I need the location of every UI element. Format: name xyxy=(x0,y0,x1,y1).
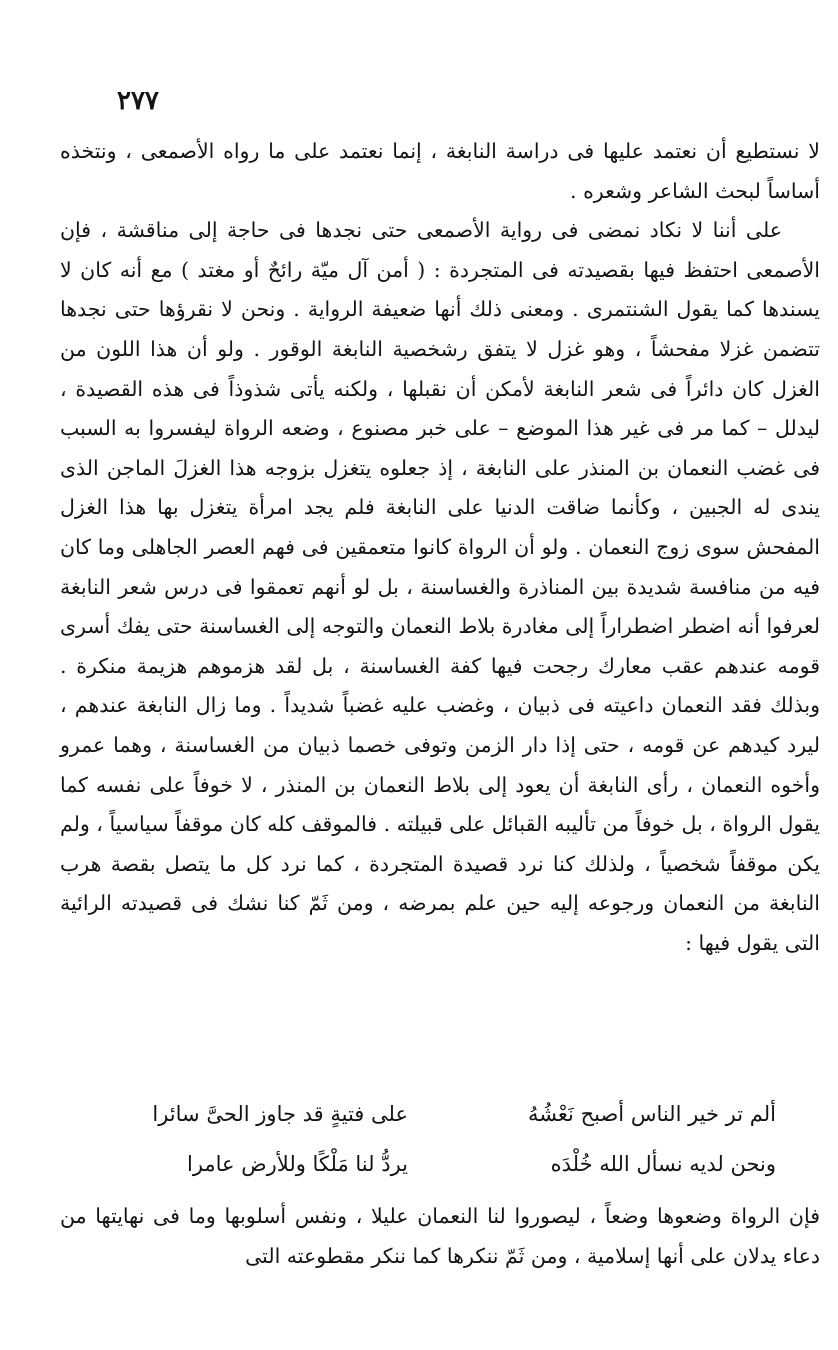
main-text-block xyxy=(60,132,820,963)
paragraph-3: فإن الرواة وضعوها وضعاً ، ليصوروا لنا النعمان عليلا ، ونفس أسلوبها وما فى نهايتها من دعاء يدلان على أنها إسلامية ، ومن ثَمّ ننكرها كما ننكر مقطوعته التى xyxy=(60,1204,820,1268)
page-number: ٢٧٧ xyxy=(117,86,159,116)
verse-2-second-hemistich: يردُّ لنا مَلْكًا وللأرض عامرا xyxy=(186,1152,408,1176)
verse-line-2 xyxy=(60,1152,820,1196)
paragraph-2: على أننا لا نكاد نمضى فى رواية الأصمعى حتى نجدها فى حاجة إلى مناقشة ، فإن الأصمعى احتفظ فيها بقصيدته فى المتجردة : ( أمن آل ميّة رائحٌ أو مغتد ) مع أنه كان لا يسندها كما يقول الشنتمرى . ومعنى ذلك أنها ضعيفة الرواية . ونحن لا نقرؤها حتى نجدها تتضمن غزلا مفحشاً ، وهو غزل لا يتفق رشخصية النابغة الوقور . ولو أن هذا اللون من الغزل كان دائراً فى شعر النابغة لأمكن أن نقبلها ، ولكنه يأتى شذوذاً فى هذه القصيدة ، ليدلل – كما مر فى غير هذا الموضع – على خبر مصنوع ، وضعه الرواة ليفسروا به السبب فى غضب النعمان بن المنذر على النابغة ، إذ جعلوه يتغزل بزوجه هذا الغزلَ الماجن الذى يندى له الجبين ، وكأنما ضاقت الدنيا على النابغة فلم يجد امرأة يتغزل بها هذا الغزل المفحش سوى زوج النعمان . ولو أن الرواة كانوا متعمقين فى فهم العصر الجاهلى وما كان فيه من منافسة شديدة بين المناذرة والغساسنة ، بل لو أنهم تعمقوا فى درس شعر النابغة لعرفوا أنه اضطر اضطراراً إلى مغادرة بلاط النعمان والتوجه إلى الغساسنة حتى يفك أسرى قومه عندهم عقب معارك رجحت فيها كفة الغساسنة ، بل لقد هزموهم هزيمة منكرة . وبذلك فقد النعمان داعيته فى ذبيان ، وغضب عليه غضباً شديداً . وما زال النابغة عندهم ، ليرد كيدهم عن قومه ، حتى إذا دار الزمن وتوفى خصما ذبيان من الغساسنة ، وهما عمرو وأخوه النعمان ، رأى النابغة أن يعود إلى بلاط النعمان بن المنذر ، لا خوفاً على نفسه كما يقول الرواة ، بل خوفاً من تأليبه القبائل على قبيلته . فالموقف كله كان موقفاً سياسياً ، ولم يكن موقفاً شخصياً ، ولذلك كنا نرد قصيدة المتجردة ، كما نرد كل ما يتصل بقصة هرب النابغة من النعمان ورجوعه إليه حين علم بمرضه ، ومن ثَمّ كنا نشك فى قصيدته الرائية التى يقول فيها : xyxy=(60,218,821,955)
verse-2-first-hemistich: ونحن لديه نسأل الله خُلْدَه xyxy=(550,1152,776,1176)
paragraph-1: لا نستطيع أن نعتمد عليها فى دراسة النابغة ، إنما نعتمد على ما رواه الأصمعى ، ونتخذه أساساً لبحث الشاعر وشعره . xyxy=(60,139,820,203)
verse-1-second-hemistich: على فتيةٍ قد جاوز الحىَّ سائرا xyxy=(152,1102,408,1126)
verse-1-first-hemistich: ألم تر خير الناس أصبح نَعْشُهُ xyxy=(527,1102,776,1126)
verse-line-1 xyxy=(60,1102,820,1146)
closing-text-block xyxy=(60,1197,820,1276)
